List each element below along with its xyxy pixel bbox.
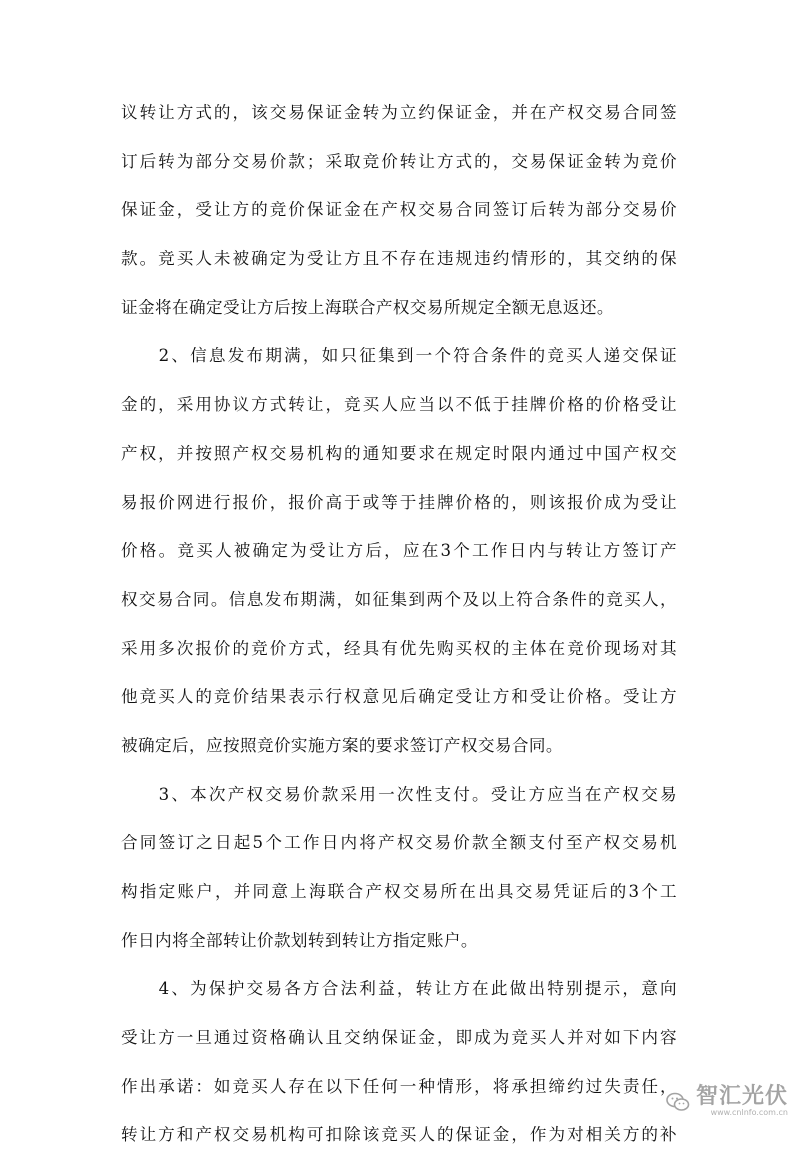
text-line: 款。竞买人未被确定为受让方且不存在违规违约情形的，其交纳的保 [121, 249, 677, 269]
watermark [666, 1086, 788, 1117]
text-line: 3、本次产权交易价款采用一次性支付。受让方应当在产权交易 [121, 784, 677, 804]
watermark-text [696, 1086, 788, 1117]
text-line: 被确定后，应按照竞价实施方案的要求签订产权交易合同。 [121, 735, 563, 755]
text-line: 合同签订之日起5个工作日内将产权交易价款全额支付至产权交易机 [121, 833, 677, 853]
text-line: 采用多次报价的竞价方式，经具有优先购买权的主体在竞价现场对其 [121, 638, 677, 658]
document-body [121, 96, 677, 1167]
text-line: 金的，采用协议方式转让，竞买人应当以不低于挂牌价格的价格受让 [121, 395, 677, 415]
text-line: 作出承诺：如竞买人存在以下任何一种情形，将承担缔约过失责任， [121, 1076, 677, 1096]
text-line: 他竞买人的竞价结果表示行权意见后确定受让方和受让价格。受让方 [121, 687, 677, 707]
text-line: 2、信息发布期满，如只征集到一个符合条件的竞买人递交保证 [121, 346, 677, 366]
text-line: 证金将在确定受让方后按上海联合产权交易所规定全额无息返还。 [121, 297, 614, 317]
text-line: 价格。竞买人被确定为受让方后，应在3个工作日内与转让方签订产 [121, 541, 677, 561]
text-line: 易报价网进行报价，报价高于或等于挂牌价格的，则该报价成为受让 [121, 492, 677, 512]
text-line: 转让方和产权交易机构可扣除该竞买人的保证金，作为对相关方的补 [121, 1125, 677, 1145]
text-line: 产权，并按照产权交易机构的通知要求在规定时限内通过中国产权交 [121, 443, 677, 463]
text-line: 受让方一旦通过资格确认且交纳保证金，即成为竞买人并对如下内容 [121, 1028, 677, 1048]
text-line: 议转让方式的，该交易保证金转为立约保证金，并在产权交易合同签 [121, 103, 677, 122]
text-line: 权交易合同。信息发布期满，如征集到两个及以上符合条件的竞买人， [121, 589, 677, 609]
text-line: 构指定账户，并同意上海联合产权交易所在出具交易凭证后的3个工 [121, 882, 677, 901]
watermark-url: www.cnlnfo.com.cn [710, 1108, 788, 1117]
text-line: 订后转为部分交易价款；采取竞价转让方式的，交易保证金转为竞价 [121, 151, 677, 171]
text-line: 保证金，受让方的竞价保证金在产权交易合同签订后转为部分交易价 [121, 200, 677, 220]
wechat-icon [666, 1091, 690, 1113]
text-line: 作日内将全部转让价款划转到转让方指定账户。 [121, 930, 478, 950]
watermark-title: 智汇光伏 [695, 1084, 788, 1109]
text-line: 4、为保护交易各方合法利益，转让方在此做出特别提示，意向 [121, 979, 677, 999]
